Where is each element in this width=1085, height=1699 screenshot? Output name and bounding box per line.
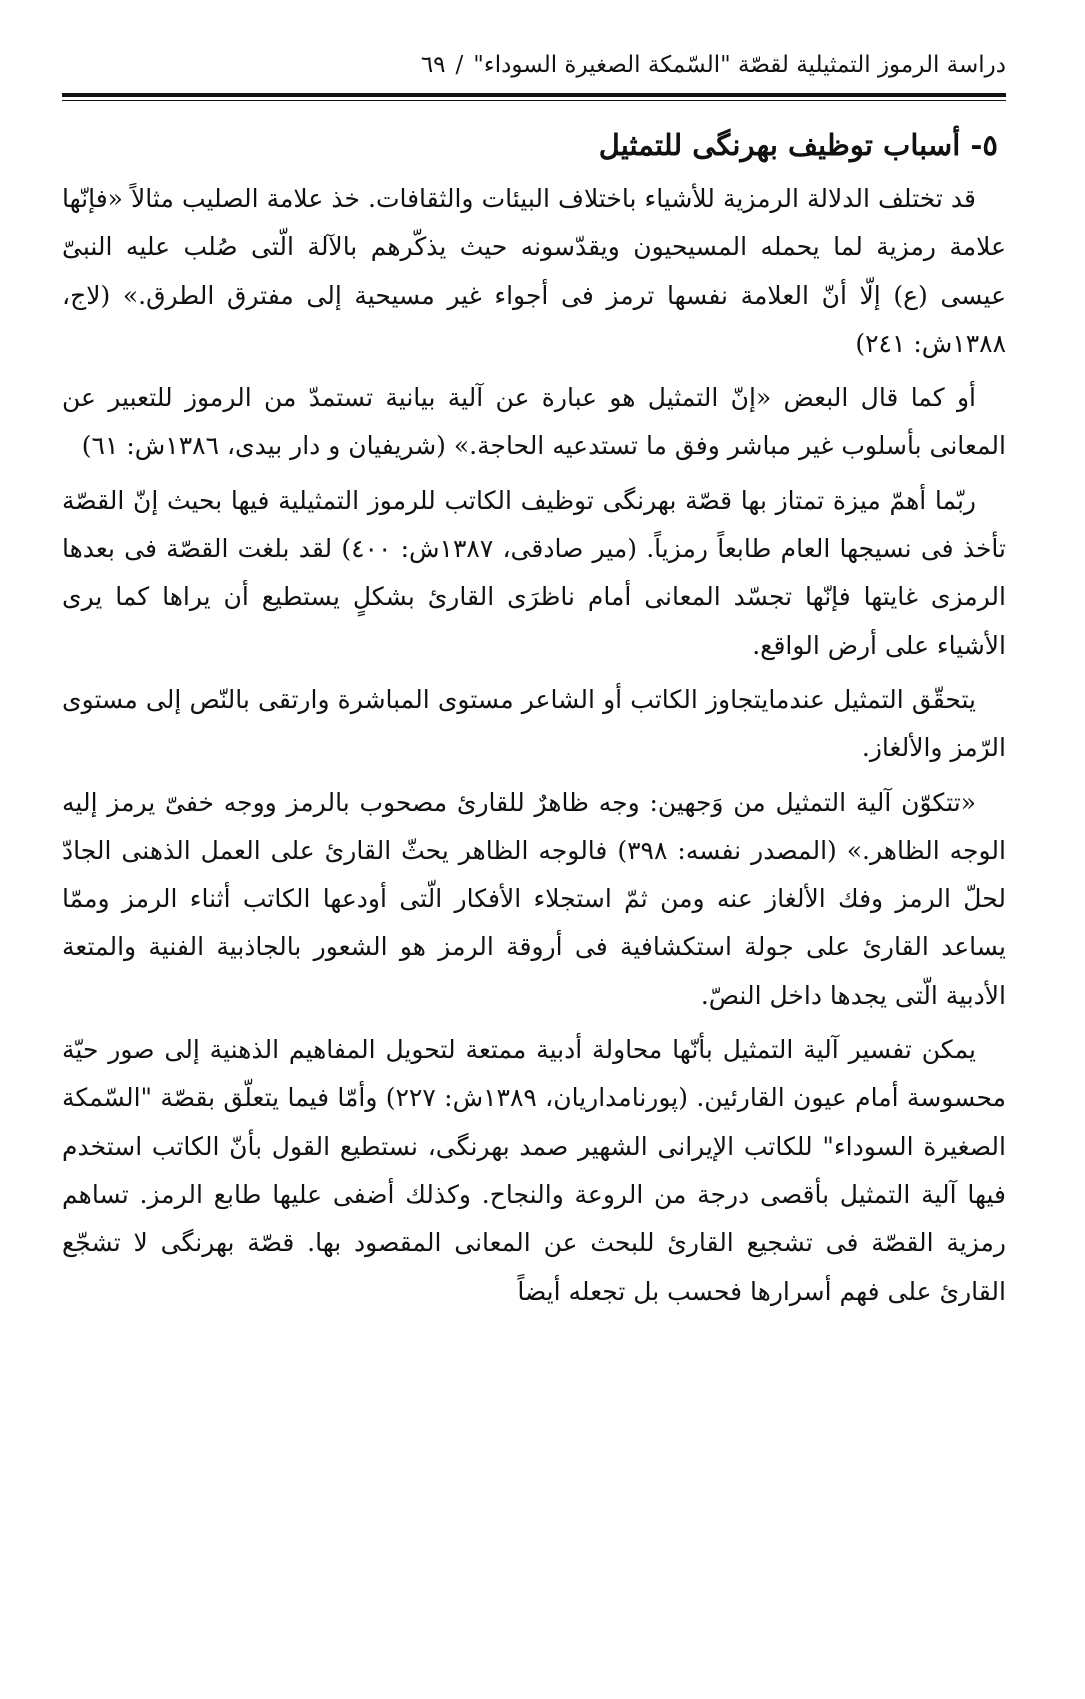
running-header [62, 40, 1006, 90]
paragraph-2: أو كما قال البعض «إنّ التمثيل هو عبارة عن آلية بيانية تستمدّ من الرموز للتعبير عن المعانی بأسلوب غير مباشر وفق ما تستدعيه الحاجة.» (شريفيان و دار بيدی، ١٣٨٦ش: ٦١) [62, 383, 1006, 461]
paragraph-4: يتحقّق التمثيل عندمايتجاوز الكاتب أو الشاعر مستوی المباشرة وارتقی بالنّص إلی مستوی الرّمز والألغاز. [62, 684, 1006, 763]
paragraph-6: يمكن تفسير آلية التمثيل بأنّها محاولة أدبية ممتعة لتحويل المفاهيم الذهنية إلی صور حيّة محسوسة أمام عيون القارئين. (پورنامداريان، ١٣٨٩ش: ٢٢٧) وأمّا فيما يتعلّق بقصّة "السّمكة الصغيرة السوداء" للكاتب الإيرانی الشهير صمد بهرنگی، نستطيع القول بأنّ الكاتب استخدم فيها آلية التمثيل بأقصی درجة من الروعة والنجاح. وكذلك أضفی عليها طابع الرمز. تساهم رمزية القصّة فی تشجيع القارئ للبحث عن المعانی المقصود بها. قصّة بهرنگی لا تشجّع القارئ علی فهم أسرارها فحسب بل تجعله أيضاً [62, 1035, 1007, 1306]
header-rule-thin [62, 100, 1006, 101]
body-text [62, 175, 1006, 1316]
header-separator: / [455, 52, 464, 78]
paragraph-1: قد تختلف الدلالة الرمزية للأشياء باختلاف البيئات والثقافات. خذ علامة الصليب مثالاً «فإنّها علامة رمزية لما يحمله المسيحيون ويقدّسونه حيث يذكّرهم بالآلة الّتی صُلب عليه النبیّ عيسی (ع) إلّا أنّ العلامة نفسها ترمز فی أجواء غير مسيحية إلی مفترق الطرق.» (لاج، ١٣٨٨ش: ٢٤١) [62, 184, 1006, 358]
header-title: دراسة الرموز التمثيلية لقصّة "السّمكة الصغيرة السوداء" [473, 52, 1006, 78]
page-number: ٦٩ [420, 52, 446, 78]
header-rule-thick [62, 93, 1006, 97]
section-heading: ٥- أسباب توظيف بهرنگی للتمثيل [598, 128, 998, 162]
document-page [62, 40, 1006, 1680]
paragraph-5: «تتكوّن آلية التمثيل من وَجهين: وجه ظاهرٌ للقارئ مصحوب بالرمز ووجه خفیّ يرمز إليه الوجه الظاهر.» (المصدر نفسه: ٣٩٨) فالوجه الظاهر يحثّ القارئ علی العمل الذهنی الجادّ لحلّ الرمز وفك الألغاز عنه ومن ثمّ استجلاء الأفكار الّتی أودعها الكاتب أثناء الرمز وممّا يساعد القارئ علی جولة استكشافية فی أروقة الرمز هو الشعور بالجاذبية الفنية والمتعة الأدبية الّتی يجدها داخل النصّ. [62, 787, 1006, 1010]
paragraph-3: ربّما أهمّ ميزة تمتاز بها قصّة بهرنگی توظيف الكاتب للرموز التمثيلية فيها بحيث إنّ القصّة تأخذ فی نسيجها العام طابعاً رمزياً. (مير صادقی، ١٣٨٧ش: ٤٠٠) لقد بلغت القصّة فی بعدها الرمزی غايتها فإنّها تجسّد المعانی أمام ناظرَی القارئ بشكلٍ يستطيع أن يراها كما يری الأشياء علی أرض الواقع. [62, 485, 1006, 660]
